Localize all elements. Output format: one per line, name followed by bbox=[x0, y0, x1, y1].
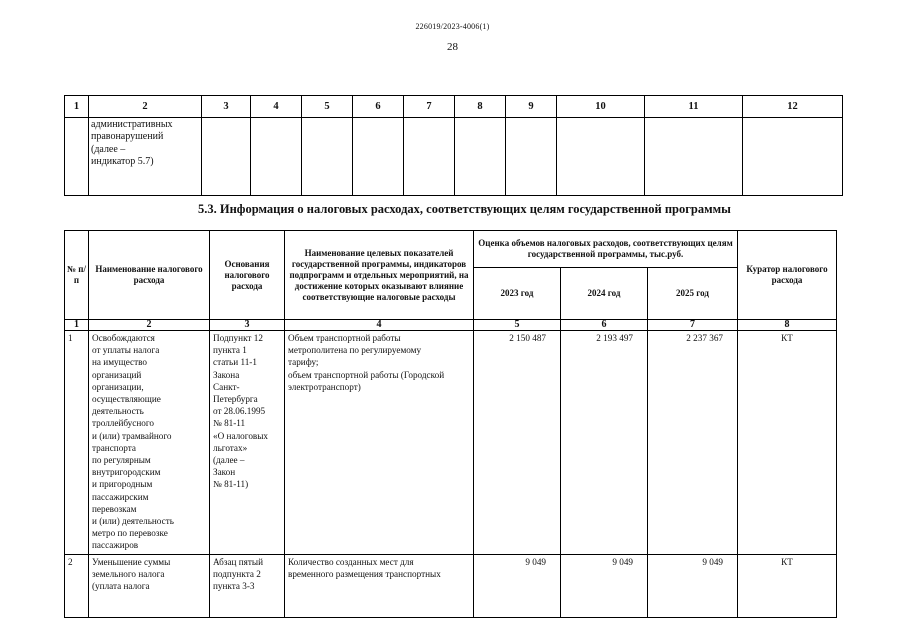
col-number: 4 bbox=[251, 96, 302, 118]
curator: КТ bbox=[738, 331, 837, 555]
estimate-2025: 2 237 367 bbox=[648, 331, 738, 555]
table-row bbox=[65, 331, 837, 555]
indicator-name-cell: административных правонарушений (далее – индикатор 5.7) bbox=[89, 118, 202, 196]
col-number: 2 bbox=[89, 96, 202, 118]
header-curator: Куратор налогового расхода bbox=[738, 231, 837, 320]
estimate-2024: 2 193 497 bbox=[561, 331, 648, 555]
col-number: 6 bbox=[353, 96, 404, 118]
target-indicators: Объем транспортной работы метрополитена по регулируемому тарифу; объем транспортной работы (Городской электротранспорт) bbox=[285, 331, 474, 555]
col-number: 4 bbox=[285, 320, 474, 331]
header-indicators: Наименование целевых показателей государственной программы, индикаторов подпрограмм и отдельных мероприятий, на достижение которых оказывают влияние соответствующие налоговые расходы bbox=[285, 231, 474, 320]
estimate-2023: 2 150 487 bbox=[474, 331, 561, 555]
col-number: 5 bbox=[302, 96, 353, 118]
col-number: 3 bbox=[210, 320, 285, 331]
estimate-2024: 9 049 bbox=[561, 555, 648, 618]
col-number: 8 bbox=[455, 96, 506, 118]
header-row bbox=[65, 231, 837, 268]
col-number: 7 bbox=[404, 96, 455, 118]
col-number: 6 bbox=[561, 320, 648, 331]
col-number: 2 bbox=[89, 320, 210, 331]
header-year-2023: 2023 год bbox=[474, 268, 561, 320]
estimate-2025: 9 049 bbox=[648, 555, 738, 618]
header-num: № п/п bbox=[65, 231, 89, 320]
column-number-row bbox=[65, 320, 837, 331]
tax-expenditures-table bbox=[64, 230, 837, 618]
header-basis: Основания налогового расхода bbox=[210, 231, 285, 320]
table-row bbox=[65, 118, 843, 196]
col-number: 11 bbox=[645, 96, 743, 118]
tax-expenditure-name: Уменьшение суммы земельного налога (уплата налога bbox=[89, 555, 210, 618]
col-number: 10 bbox=[557, 96, 645, 118]
tax-expenditure-basis: Подпункт 12 пункта 1 статьи 11-1 Закона Санкт- Петербурга от 28.06.1995 № 81-11 «О налоговых льготах» (далее – Закон № 81-11) bbox=[210, 331, 285, 555]
col-number: 12 bbox=[743, 96, 843, 118]
col-number: 9 bbox=[506, 96, 557, 118]
tax-expenditure-name: Освобождаются от уплаты налога на имущество организаций организации, осуществляющие деятельность троллейбусного и (или) трамвайного транспорта по регулярным внутригородским и пригородным пассажирским перевозкам и (или) деятельность метро по перевозке пассажиров bbox=[89, 331, 210, 555]
page-number: 28 bbox=[447, 41, 458, 53]
col-number: 8 bbox=[738, 320, 837, 331]
continuation-table bbox=[64, 95, 843, 196]
header-estimate: Оценка объемов налоговых расходов, соответствующих целям государственной программы, тыс.руб. bbox=[474, 231, 738, 268]
row-number: 2 bbox=[65, 555, 89, 618]
tax-expenditure-basis: Абзац пятый подпункта 2 пункта 3-3 bbox=[210, 555, 285, 618]
table-row bbox=[65, 555, 837, 618]
col-number: 1 bbox=[65, 96, 89, 118]
row-number: 1 bbox=[65, 331, 89, 555]
header-year-2025: 2025 год bbox=[648, 268, 738, 320]
col-number: 1 bbox=[65, 320, 89, 331]
col-number: 7 bbox=[648, 320, 738, 331]
target-indicators: Количество созданных мест для временного размещения транспортных bbox=[285, 555, 474, 618]
curator: КТ bbox=[738, 555, 837, 618]
document-id: 226019/2023-4006(1) bbox=[415, 22, 490, 31]
column-number-row bbox=[65, 96, 843, 118]
header-year-2024: 2024 год bbox=[561, 268, 648, 320]
section-title: 5.3. Информация о налоговых расходах, соответствующих целям государственной программы bbox=[198, 202, 731, 216]
col-number: 3 bbox=[202, 96, 251, 118]
estimate-2023: 9 049 bbox=[474, 555, 561, 618]
col-number: 5 bbox=[474, 320, 561, 331]
header-name: Наименование налогового расхода bbox=[89, 231, 210, 320]
